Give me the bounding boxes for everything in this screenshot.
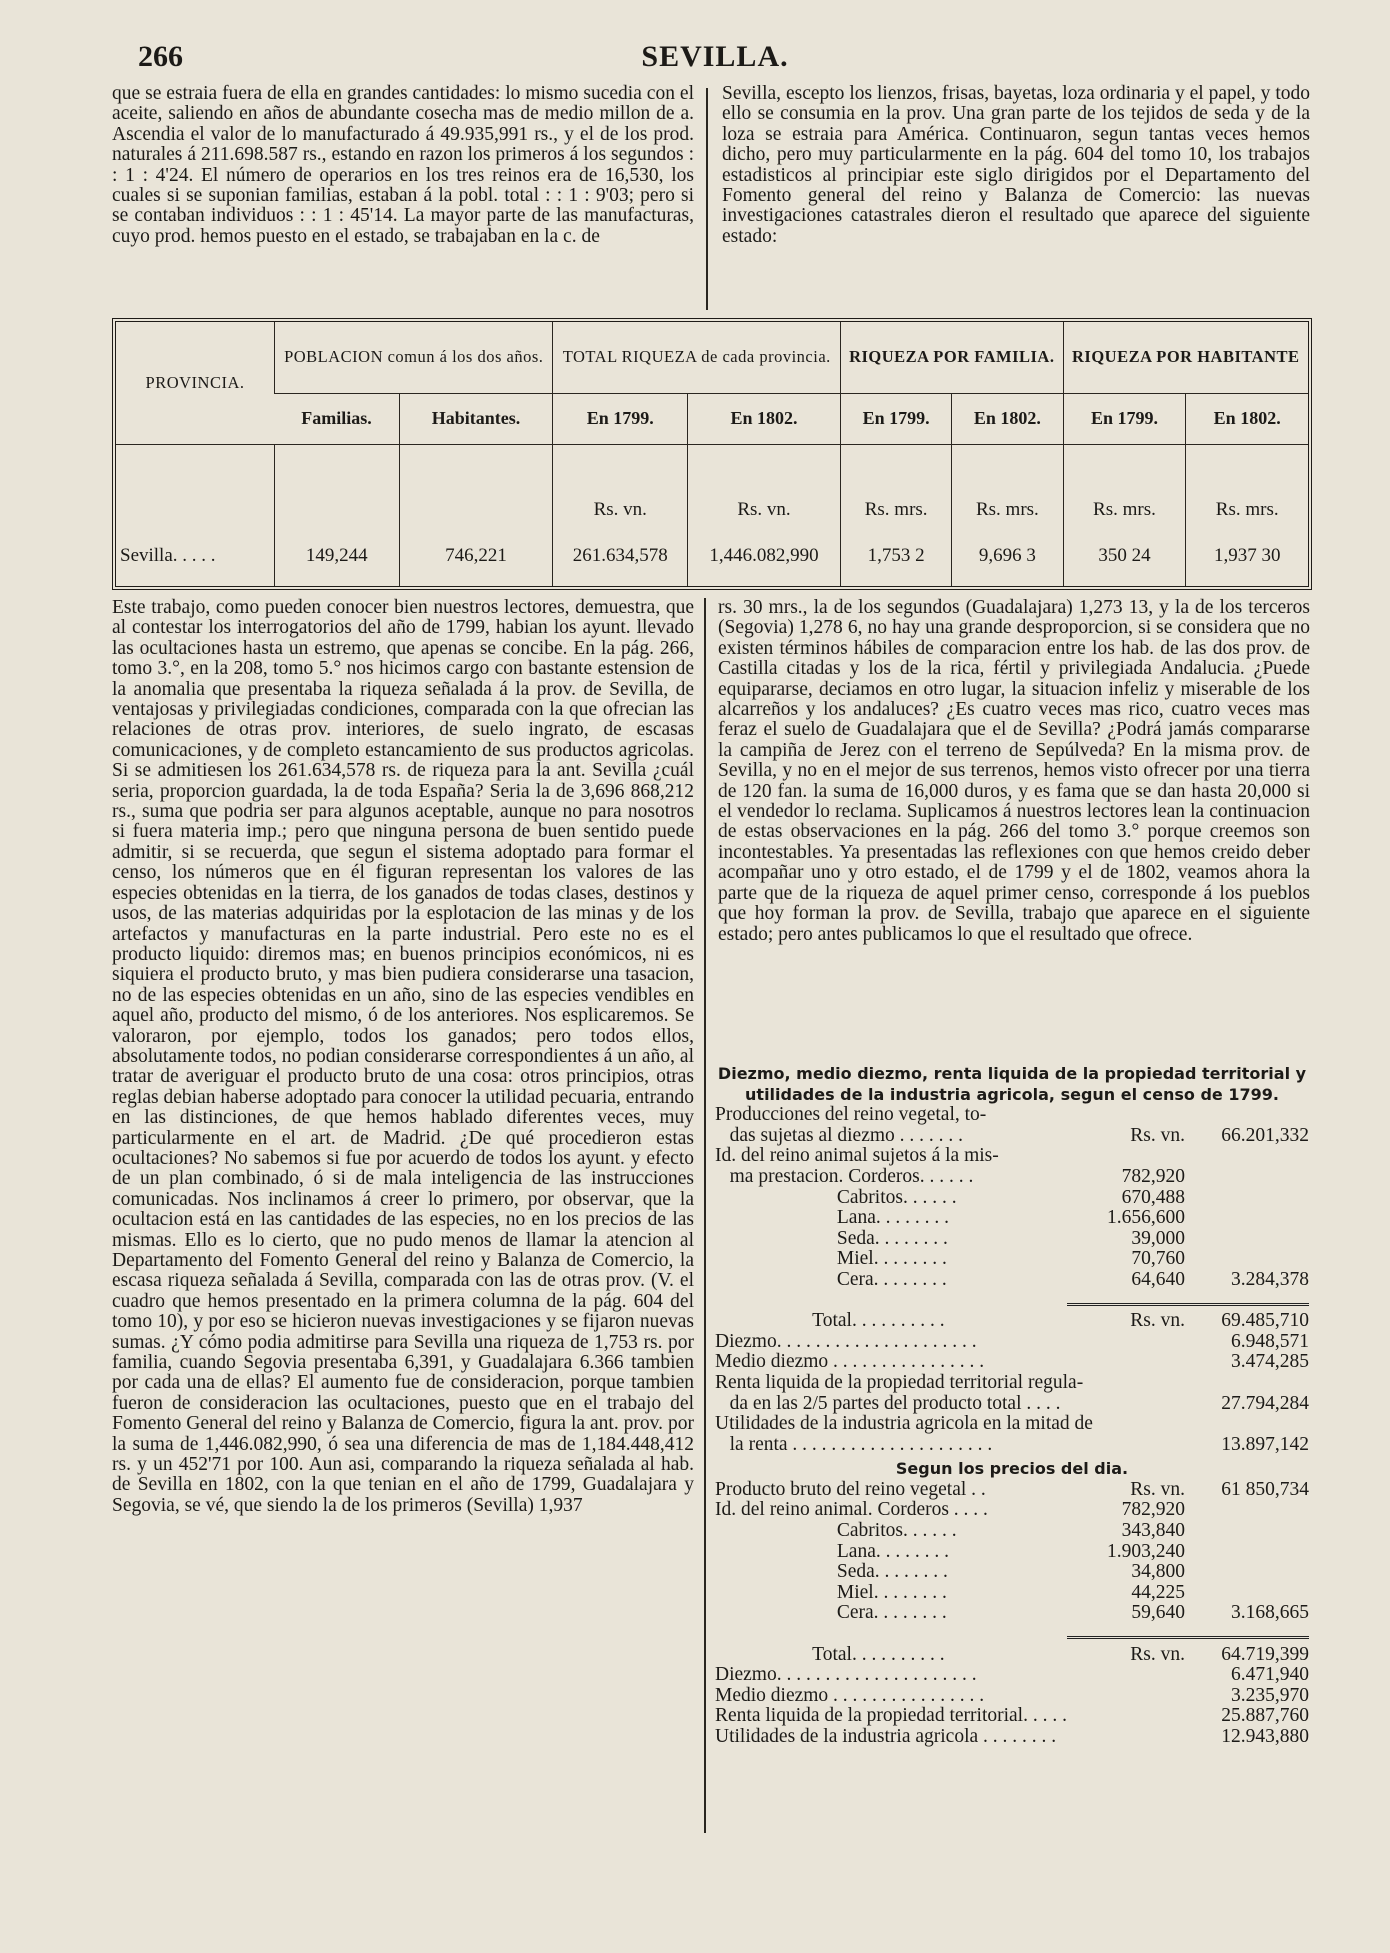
- ledger-subtotal: 782,920: [1121, 1165, 1185, 1187]
- ledger: [715, 1064, 1309, 1748]
- ledger-amount: 3.284,378: [1231, 1268, 1309, 1290]
- subheader: En 1802.: [952, 393, 1063, 444]
- header-riqueza-familia: RIQUEZA POR FAMILIA.: [841, 322, 1064, 393]
- ledger-amount: 3.168,665: [1231, 1602, 1309, 1624]
- ledger-label: Id. del reino animal. Corderos . . . .: [715, 1499, 988, 1521]
- ledger-row: [715, 1229, 1309, 1250]
- ledger-subtotal: 670,488: [1121, 1186, 1185, 1208]
- ledger-subtotal: 59,640: [1131, 1602, 1185, 1624]
- ledger-row: [715, 1311, 1309, 1332]
- ledger-row: [715, 1624, 1309, 1645]
- ledger-label: Diezmo. . . . . . . . . . . . . . . . . . . . .: [715, 1330, 977, 1352]
- ledger-subtotal: 1.656,600: [1107, 1207, 1185, 1229]
- subheader: En 1799.: [553, 393, 688, 444]
- ledger-label: Miel. . . . . . . .: [715, 1248, 947, 1270]
- subheader: En 1799.: [1063, 393, 1186, 444]
- ledger-amount: 6.471,940: [1231, 1664, 1309, 1686]
- ledger-label: la renta . . . . . . . . . . . . . . . . . . . . .: [715, 1433, 993, 1455]
- ledger-label: Total. . . . . . . . . .: [715, 1310, 945, 1332]
- ledger-row: [715, 1686, 1309, 1707]
- ledger-row: [715, 1188, 1309, 1209]
- ledger-heading: Diezmo, medio diezmo, renta liquida de la propiedad territorial y utilidades de la industria agricola, segun el censo de 1799.: [717, 1064, 1307, 1104]
- ledger-subtotal: Rs. vn.: [1130, 1643, 1185, 1665]
- unit-label: Rs. mrs.: [841, 444, 952, 527]
- cell-riqueza-1802: 1,446.082,990: [688, 527, 841, 586]
- ledger-row: [715, 1414, 1309, 1435]
- ledger-row: [715, 1105, 1309, 1126]
- ledger-row: [715, 1603, 1309, 1624]
- sum-rule: [1067, 1303, 1309, 1306]
- ledger-row: [715, 1435, 1309, 1456]
- ledger-amount: 3.235,970: [1231, 1684, 1309, 1706]
- ledger-amount: 64.719,399: [1221, 1643, 1309, 1665]
- ledger-label: Cabritos. . . . . .: [715, 1520, 957, 1542]
- ledger-row: [715, 1542, 1309, 1563]
- ledger-row: [715, 1394, 1309, 1415]
- ledger-label: da en las 2/5 partes del producto total . . . .: [715, 1392, 1061, 1414]
- riqueza-table: [112, 318, 1312, 590]
- ledger-label: Renta liquida de la propiedad territorial. . . . .: [715, 1705, 1067, 1727]
- ledger-row: [715, 1167, 1309, 1188]
- ledger-subtotal: 343,840: [1121, 1520, 1185, 1542]
- column-divider: [704, 598, 706, 1833]
- table-row: [116, 527, 1308, 586]
- ledger-amount: 61 850,734: [1221, 1478, 1309, 1500]
- subheader: En 1799.: [841, 393, 952, 444]
- ledger-row: [715, 1583, 1309, 1604]
- ledger-row: [715, 1208, 1309, 1229]
- sum-rule: [1067, 1636, 1309, 1639]
- ledger-label: Miel. . . . . . . .: [715, 1581, 947, 1603]
- ledger-subtotal: 70,760: [1131, 1248, 1185, 1270]
- ledger-label: Utilidades de la industria agricola en la mitad de: [715, 1413, 1093, 1435]
- ledger-label: Medio diezmo . . . . . . . . . . . . . . . .: [715, 1351, 985, 1373]
- subheader: Familias.: [275, 393, 400, 444]
- subheader: En 1802.: [1186, 393, 1308, 444]
- ledger-subtotal: 782,920: [1121, 1499, 1185, 1521]
- column-bottom-left: [112, 598, 694, 1516]
- ledger-row: [715, 1332, 1309, 1353]
- ledger-amount: 13.897,142: [1221, 1433, 1309, 1455]
- ledger-label: Utilidades de la industria agricola . . . . . . . .: [715, 1726, 1057, 1747]
- ledger-label: Lana. . . . . . . .: [715, 1540, 949, 1562]
- ledger-subheading: Segun los precios del dia.: [895, 1459, 1129, 1479]
- paragraph: rs. 30 mrs., la de los segundos (Guadalajara) 1,273 13, y la de los terceros (Segovia) 1,278 6, no hay una grande desproporcion, si se considera que no existen términos hábiles de comparacion entre los hab. de las dos prov. de Castilla citadas y los de la rica, fértil y privilegiada Andalucia. ¿Puede equipararse, deciamos en otro lugar, la situacion infeliz y miserable de los alcarreños y los andaluces? ¿Es cuatro veces mas rico, cuatro veces mas feraz el suelo de Guadalajara que el de Sevilla? ¿Podrá jamás compararse la campiña de Jerez con el terreno de Sepúlveda? En la misma prov. de Sevilla, y no en el mejor de sus terrenos, hemos visto ofrecer por una tierra de 120 fan. la suma de 16,000 duros, y es fama que se dan hasta 20,000 si el vendedor lo reclama. Suplicamos á nuestros lectores lean la continuacion de estas observaciones en la pág. 266 del tomo 3.° porque creemos son incontestables. Ya presentadas las reflexiones con que hemos creido deber acompañar uno y otro estado, el de 1799 y el de 1802, veamos ahora la parte que de la riqueza de aquel primer censo, corresponde á los pueblos que hoy forman la prov. de Sevilla, trabajo que aparece en el siguiente estado; pero antes publicamos lo que el resultado que ofrece.: [718, 597, 1310, 945]
- cell-familias: 149,244: [275, 527, 400, 586]
- paragraph: que se estraia fuera de ella en grandes cantidades: lo mismo sucedia con el aceite, saliendo en años de abundante cosecha mas de medio millon de a. Ascendia el valor de lo manufacturado á 49.935,991 rs., y el de los prod. naturales á 211.698.587 rs., estando en razon los primeros á los segundos : : 1 : 4'24. El número de operarios en los tres reinos era de 16,530, los cuales si se suponian familias, estaban á la pobl. total : : 1 : 9'03; pero si se contaban individuos : : 1 : 45'14. La mayor parte de las manufacturas, cuyo prod. hemos puesto en el estado, se trabajaban en la c. de: [112, 83, 694, 247]
- ledger-row: [715, 1146, 1309, 1167]
- ledger-subtotal: Rs. vn.: [1130, 1310, 1185, 1332]
- ledger-amount: 69.485,710: [1221, 1310, 1309, 1332]
- unit-label: Rs. mrs.: [952, 444, 1063, 527]
- unit-label: Rs. mrs.: [1063, 444, 1186, 527]
- column-top-left: [112, 84, 694, 247]
- ledger-row: [715, 1500, 1309, 1521]
- page-number: 266: [138, 40, 183, 73]
- ledger-subtotal: 44,225: [1131, 1581, 1185, 1603]
- cell-riqueza-1799: 261.634,578: [553, 527, 688, 586]
- header-riqueza-habitante: RIQUEZA POR HABITANTE: [1063, 322, 1308, 393]
- cell-habitante-1802: 1,937 30: [1186, 527, 1308, 586]
- cell-habitantes: 746,221: [399, 527, 553, 586]
- ledger-subtotal: Rs. vn.: [1130, 1124, 1185, 1146]
- ledger-label: Total. . . . . . . . . .: [715, 1643, 945, 1665]
- ledger-row: [715, 1665, 1309, 1686]
- paragraph: Sevilla, escepto los lienzos, frisas, bayetas, loza ordinaria y el papel, y todo ello se consumia en la prov. Una gran parte de los tejidos de seda y de la loza se estraia para América. Continuaron, segun tantas veces hemos dicho, pero muy particularmente en la pág. 604 del tomo 10, los trabajos estadisticos al principiar este siglo dirigidos por el Departamento del Fomento general del reino y Balanza de Comercio: las nuevas investigaciones catastrales dieron el resultado que aparece del siguiente estado:: [722, 83, 1310, 247]
- ledger-label: ma prestacion. Corderos. . . . . .: [715, 1165, 974, 1187]
- header-provincia: PROVINCIA.: [145, 372, 245, 392]
- ledger-subtotal: 64,640: [1131, 1268, 1185, 1290]
- ledger-row: [715, 1291, 1309, 1312]
- cell-provincia: Sevilla. . . . .: [120, 545, 216, 567]
- column-bottom-right: [718, 598, 1310, 945]
- column-divider: [706, 88, 708, 310]
- ledger-label: Lana. . . . . . . .: [715, 1207, 949, 1229]
- ledger-label: Cera. . . . . . . .: [715, 1602, 947, 1624]
- cell-familia-1799: 1,753 2: [841, 527, 952, 586]
- ledger-rows-1799: [715, 1105, 1309, 1455]
- ledger-amount: 3.474,285: [1231, 1351, 1309, 1373]
- ledger-label: Producto bruto del reino vegetal . .: [715, 1478, 986, 1500]
- subheader: En 1802.: [688, 393, 841, 444]
- ledger-amount: 12.943,880: [1221, 1726, 1309, 1747]
- ledger-label: Producciones del reino vegetal, to-: [715, 1104, 987, 1126]
- ledger-amount: 27.794,284: [1221, 1392, 1309, 1414]
- ledger-row: [715, 1727, 1309, 1748]
- ledger-amount: 66.201,332: [1221, 1124, 1309, 1146]
- unit-label: Rs. mrs.: [1186, 444, 1308, 527]
- paragraph: Este trabajo, como pueden conocer bien nuestros lectores, demuestra, que al contestar los interrogatorios del año de 1799, habian los ayunt. llevado las ocultaciones hasta un estremo, que apenas se concibe. En la pág. 266, tomo 3.°, en la 208, tomo 5.° nos hicimos cargo con bastante estension de la anomalia que presentaba la riqueza señalada á la prov. de Sevilla, de ventajosas y privilegiadas condiciones, comparada con la que ofrecian las relaciones de otras prov. interiores, de suelo ingrato, de escasas comunicaciones, y de completo estancamiento de sus productos agricolas. Si se admitiesen los 261.634,578 rs. de riqueza para la ant. Sevilla ¿cuál seria, proporcion guardada, la de toda España? Seria la de 3,696 868,212 rs., suma que podria ser para algunos aceptable, aunque no para nosotros si fuera materia imp.; pero que ninguna persona de buen sentido puede admitir, si se recuerda, que segun el sistema adoptado para formar el censo, los números que en él figuran representan los valores de las especies obtenidas en la tierra, de los ganados de todas clases, destinos y usos, de las materias adquiridas por la esplotacion de las minas y de los artefactos y manufacturas en la parte industrial. Pero este no es el producto liquido: diremos mas; en buenos principios económicos, ni es siquiera el producto bruto, y mas bien pudiera considerarse una tasacion, no de las especies obtenidas en un año, sino de las especies vendibles en aquel año, producto del mismo, ó de los anteriores. Nos esplicaremos. Se valoraron, por ejemplo, todos los ganados; pero todos ellos, absolutamente todos, no podian considerarse correspondientes á un año, al tratar de averiguar el producto bruto de una cosa: otros principios, otras reglas debian haberse adoptado para conocer la utilidad pecuaria, entrando en las distinciones, de que hemos hablado diferentes veces, muy particularmente en el art. de Madrid. ¿De qué procedieron estas ocultaciones? No sabemos si fue por acuerdo de todos los ayunt. y efecto de un plan combinado, ó si de mala inteligencia de las instrucciones comunicadas. Nos inclinamos á creer lo primero, por observar, que la ocultacion está en las cantidades de las especies, no en los precios de las mismas. Ello es lo cierto, que no pudo menos de llamar la atencion al Departamento del Fomento General del reino y Balanza de Comercio, la escasa riqueza señalada á Sevilla, comparada con las de otras prov. (V. el cuadro que hemos presentado en la primera columna de la pág. 604 del tomo 10), y por eso se hicieron nuevas investigaciones y se fijaron nuevas sumas. ¿Y cómo podia admitirse para Sevilla una riqueza de 1,753 rs. por familia, cuando Segovia presentaba 6,391, y Guadalajara 6.366 tambien por cada una de ellas? El aumento fue de consideracion, porque tambien fueron de consideracion las ocultaciones, puesto que en el trabajo del Fomento General del reino y Balanza de Comercio, figura la ant. prov. por la suma de 1,446.082,990, ó sea una diferencia de mas de 1,184.448,412 rs. y un 452'71 por 100. Aun asi, comparando la riqueza señalada al hab. de Sevilla en 1802, con la que tenian en el año de 1799, Guadalajara y Segovia, se vé, que siendo la de los primeros (Sevilla) 1,937: [112, 597, 694, 1516]
- ledger-subtotal: Rs. vn.: [1130, 1478, 1185, 1500]
- ledger-row: [715, 1126, 1309, 1147]
- ledger-label: Id. del reino animal sujetos á la mis-: [715, 1145, 999, 1167]
- ledger-label: Cera. . . . . . . .: [715, 1268, 947, 1290]
- ledger-subtotal: 34,800: [1131, 1561, 1185, 1583]
- cell-habitante-1799: 350 24: [1063, 527, 1186, 586]
- ledger-rows-current: [715, 1480, 1309, 1748]
- ledger-subtotal: 39,000: [1131, 1227, 1185, 1249]
- cell-familia-1802: 9,696 3: [952, 527, 1063, 586]
- ledger-label: Renta liquida de la propiedad territorial regula-: [715, 1371, 1084, 1393]
- unit-label: Rs. vn.: [553, 444, 688, 527]
- ledger-row: [715, 1352, 1309, 1373]
- ledger-label: Cabritos. . . . . .: [715, 1186, 957, 1208]
- ledger-amount: 6.948,571: [1231, 1330, 1309, 1352]
- ledger-label: Diezmo. . . . . . . . . . . . . . . . . . . . .: [715, 1664, 977, 1686]
- ledger-row: [715, 1562, 1309, 1583]
- ledger-row: [715, 1270, 1309, 1291]
- ledger-row: [715, 1706, 1309, 1727]
- column-top-right: [722, 84, 1310, 247]
- header-riqueza-total: TOTAL RIQUEZA de cada provincia.: [553, 322, 841, 393]
- ledger-row: [715, 1373, 1309, 1394]
- ledger-label: das sujetas al diezmo . . . . . . .: [715, 1124, 964, 1146]
- ledger-row: [715, 1521, 1309, 1542]
- ledger-amount: 25.887,760: [1221, 1705, 1309, 1727]
- ledger-row: [715, 1480, 1309, 1501]
- ledger-row: [715, 1645, 1309, 1666]
- unit-label: Rs. vn.: [688, 444, 841, 527]
- page-title: SEVILLA.: [641, 40, 789, 73]
- page-header: [120, 40, 1310, 80]
- ledger-subtotal: 1.903,240: [1107, 1540, 1185, 1562]
- ledger-label: Seda. . . . . . . .: [715, 1227, 948, 1249]
- ledger-label: Seda. . . . . . . .: [715, 1561, 948, 1583]
- ledger-row: [715, 1249, 1309, 1270]
- ledger-label: Medio diezmo . . . . . . . . . . . . . . . .: [715, 1684, 985, 1706]
- header-poblacion: POBLACION comun á los dos años.: [275, 322, 553, 393]
- subheader: Habitantes.: [399, 393, 553, 444]
